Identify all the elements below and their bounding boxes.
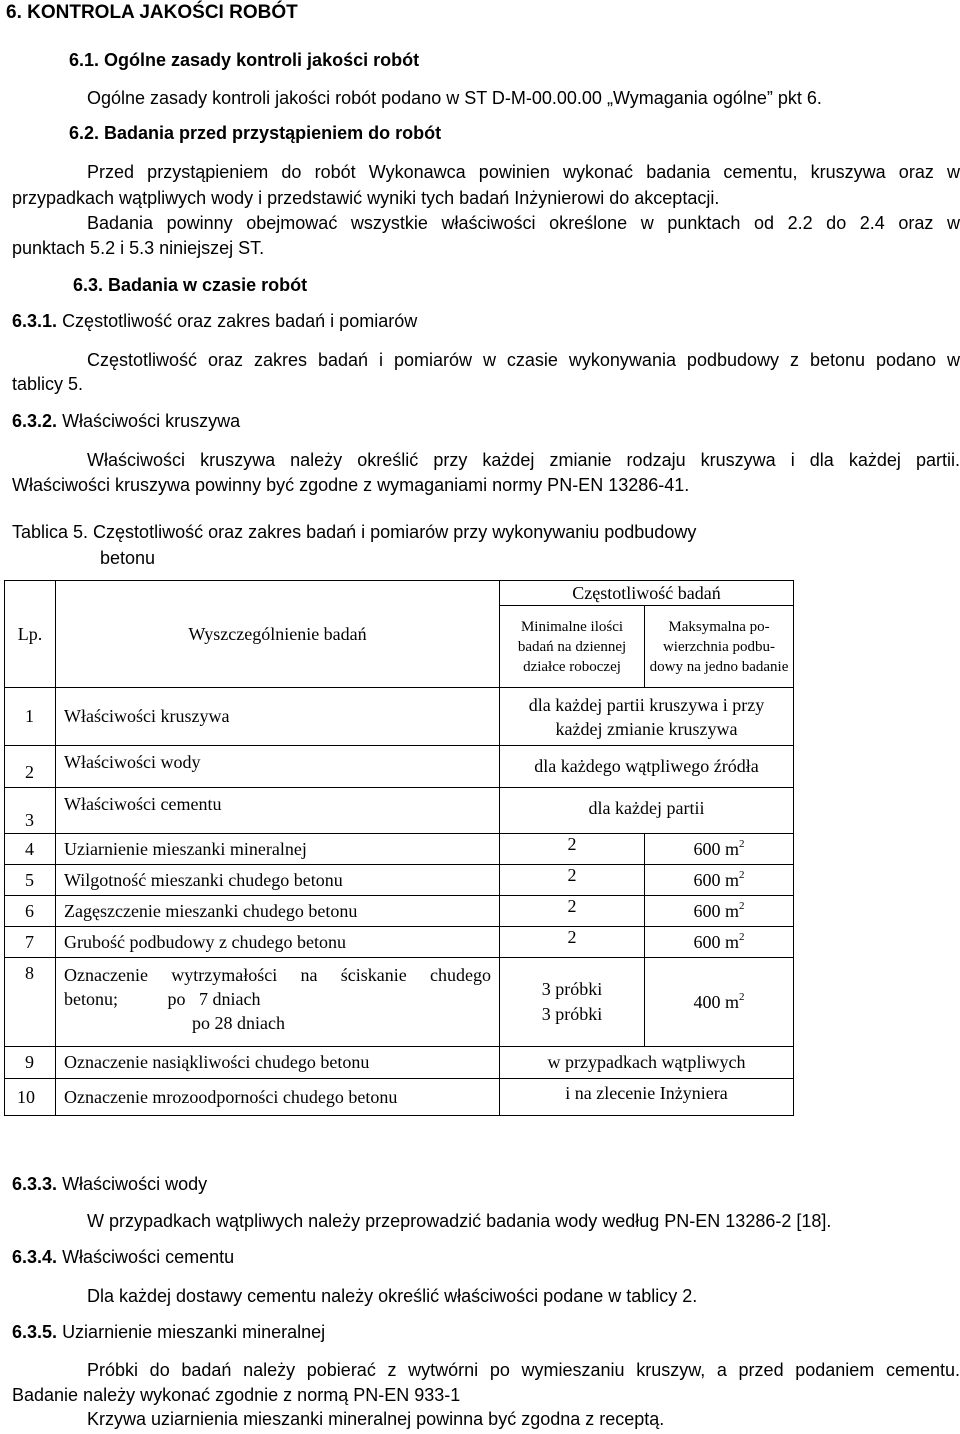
table-caption: Tablica 5. Częstotliwość oraz zakres badań i pomiarów przy wykonywaniu podbudowy (12, 522, 697, 542)
paragraph-6-3-4: Dla każdej dostawy cementu należy określić właściwości podane w tablicy 2. (87, 1286, 698, 1306)
paragraph-6-2-line: przypadkach wątpliwych wody i przedstawić wyniki tych badań Inżynierowi do akceptacji. (12, 188, 720, 208)
row-min-line: 3 próbki (541, 979, 603, 999)
section-heading-6-3-1: 6.3.1. Częstotliwość oraz zakres badań i pomiarów (12, 311, 418, 331)
row-name: Uziarnienie mieszanki mineralnej (56, 834, 500, 865)
heading-6-3-1-text: Częstotliwość oraz zakres badań i pomiarów (62, 311, 418, 331)
section-heading-6-3: 6.3. Badania w czasie robót (73, 275, 308, 295)
row-min: 2 (500, 865, 645, 896)
paragraph-6-2-line: punktach 5.2 i 5.3 niniejszej ST. (12, 238, 265, 258)
row-min: 2 (500, 834, 645, 865)
row-name: Właściwości kruszywa (56, 688, 500, 746)
row-lp: 10 (5, 1079, 56, 1116)
row-name: Zagęszczenie mieszanki chudego betonu (56, 896, 500, 927)
section-heading-6-2: 6.2. Badania przed przystąpieniem do robót (69, 123, 442, 143)
heading-6-3-4-text: Właściwości cementu (62, 1247, 235, 1267)
row-max: 600 $m^2$ (645, 896, 794, 927)
section-heading-6-3-3: 6.3.3. Właściwości wody (12, 1174, 208, 1194)
row-frequency: dla każdej partii kruszywa i przy każdej zmianie kruszywa (500, 688, 794, 746)
paragraph-6-3-2-line: Właściwości kruszywa powinny być zgodne z wymaganiami normy PN-EN 13286-41. (12, 475, 690, 495)
row-lp: 4 (5, 834, 56, 865)
row-frequency: w przypadkach wątpliwych (500, 1047, 794, 1079)
row-name: Oznaczenie mrozoodporności chudego betonu (56, 1079, 500, 1116)
paragraph-6-3-1-line: tablicy 5. (12, 374, 84, 394)
section-heading-6-1: 6.1. Ogólne zasady kontroli jakości robót (69, 50, 420, 70)
paragraph-6-3-5-line: Krzywa uziarnienia mieszanki mineralnej powinna być zgodna z receptą. (87, 1409, 665, 1429)
section-heading-6-3-5: 6.3.5. Uziarnienie mieszanki mineralnej (12, 1322, 326, 1342)
frequency-table (4, 580, 794, 1116)
paragraph-6-3-5-line: Próbki do badań należy pobierać z wytwórni po wymieszaniu kruszyw, a przed podaniem cementu. (87, 1360, 960, 1380)
section-heading-6-3-2: 6.3.2. Właściwości kruszywa (12, 411, 241, 431)
paragraph-6-3-1-line: Częstotliwość oraz zakres badań i pomiarów w czasie wykonywania podbudowy z betonu podano w (87, 350, 960, 370)
superscript: 2 (739, 837, 745, 850)
row-max: 600 $m^2$ (645, 865, 794, 896)
row-name-line: betonu; po 7 dniach (64, 989, 261, 1009)
header-minimalne: Minimalne ilości badań na dziennej działce roboczej (500, 606, 645, 688)
row-name: Właściwości wody (56, 746, 500, 788)
row-frequency: dla każdego wątpliwego źródła (500, 746, 794, 788)
row-name (56, 958, 500, 1047)
heading-6-3-3-text: Właściwości wody (62, 1174, 208, 1194)
row-name: Wilgotność mieszanki chudego betonu (56, 865, 500, 896)
row-frequency: i na zlecenie Inżyniera (500, 1079, 794, 1116)
row-frequency: dla każdej partii (500, 788, 794, 834)
row-lp: 3 (5, 788, 56, 834)
row-name: Oznaczenie nasiąkliwości chudego betonu (56, 1047, 500, 1079)
row-min: 2 (500, 927, 645, 958)
paragraph-6-3-5-line: Badanie należy wykonać zgodnie z normą PN-EN 933-1 (12, 1385, 461, 1405)
row-name-line: Oznaczenie wytrzymałości na ściskanie chudego (64, 965, 491, 985)
paragraph-6-2-line: Badania powinny obejmować wszystkie właściwości określone w punktach od 2.2 do 2.4 oraz w (87, 213, 960, 233)
row-name-line: po 28 dniach (192, 1013, 285, 1033)
row-name: Grubość podbudowy z chudego betonu (56, 927, 500, 958)
row-lp: 7 (5, 927, 56, 958)
row-max: 600 $m^2$ (645, 834, 794, 865)
row-name: Właściwości cementu (56, 788, 500, 834)
section-heading-6-3-4: 6.3.4. Właściwości cementu (12, 1247, 235, 1267)
superscript: 2 (739, 930, 745, 943)
section-heading-6: 6. KONTROLA JAKOŚCI ROBÓT (6, 2, 298, 23)
superscript: 2 (739, 868, 745, 881)
header-maksymalna: Maksymalna po-wierzchnia podbu-dowy na jedno badanie (645, 606, 794, 688)
row-min: 2 (500, 896, 645, 927)
row-lp: 2 (5, 746, 56, 788)
heading-6-3-2-text: Właściwości kruszywa (62, 411, 241, 431)
superscript: 2 (739, 990, 745, 1003)
paragraph-6-3-2-line: Właściwości kruszywa należy określić przy każdej zmianie rodzaju kruszywa i dla każdej partii. (87, 450, 960, 470)
paragraph-6-1: Ogólne zasady kontroli jakości robót podano w ST D-M-00.00.00 „Wymagania ogólne” pkt 6. (87, 88, 822, 108)
header-czestotliwosc: Częstotliwość badań (500, 581, 794, 606)
row-min-line: 3 próbki (541, 1004, 603, 1024)
superscript: 2 (739, 899, 745, 912)
row-lp: 5 (5, 865, 56, 896)
paragraph-6-2-line: Przed przystąpieniem do robót Wykonawca powinien wykonać badania cementu, kruszywa oraz w (87, 162, 960, 182)
row-lp: 8 (5, 958, 56, 1047)
row-lp: 1 (5, 688, 56, 746)
row-max: 400 $m^2$ (645, 958, 794, 1047)
table-caption-line2: betonu (100, 548, 156, 568)
row-lp: 9 (5, 1047, 56, 1079)
header-wyszczegolnienie: Wyszczególnienie badań (56, 581, 500, 688)
row-lp: 6 (5, 896, 56, 927)
row-min (500, 958, 645, 1047)
paragraph-6-3-3: W przypadkach wątpliwych należy przeprowadzić badania wody według PN-EN 13286-2 [18]. (87, 1211, 832, 1231)
row-max: 600 $m^2$ (645, 927, 794, 958)
header-lp: Lp. (5, 581, 56, 688)
heading-6-3-5-text: Uziarnienie mieszanki mineralnej (62, 1322, 326, 1342)
